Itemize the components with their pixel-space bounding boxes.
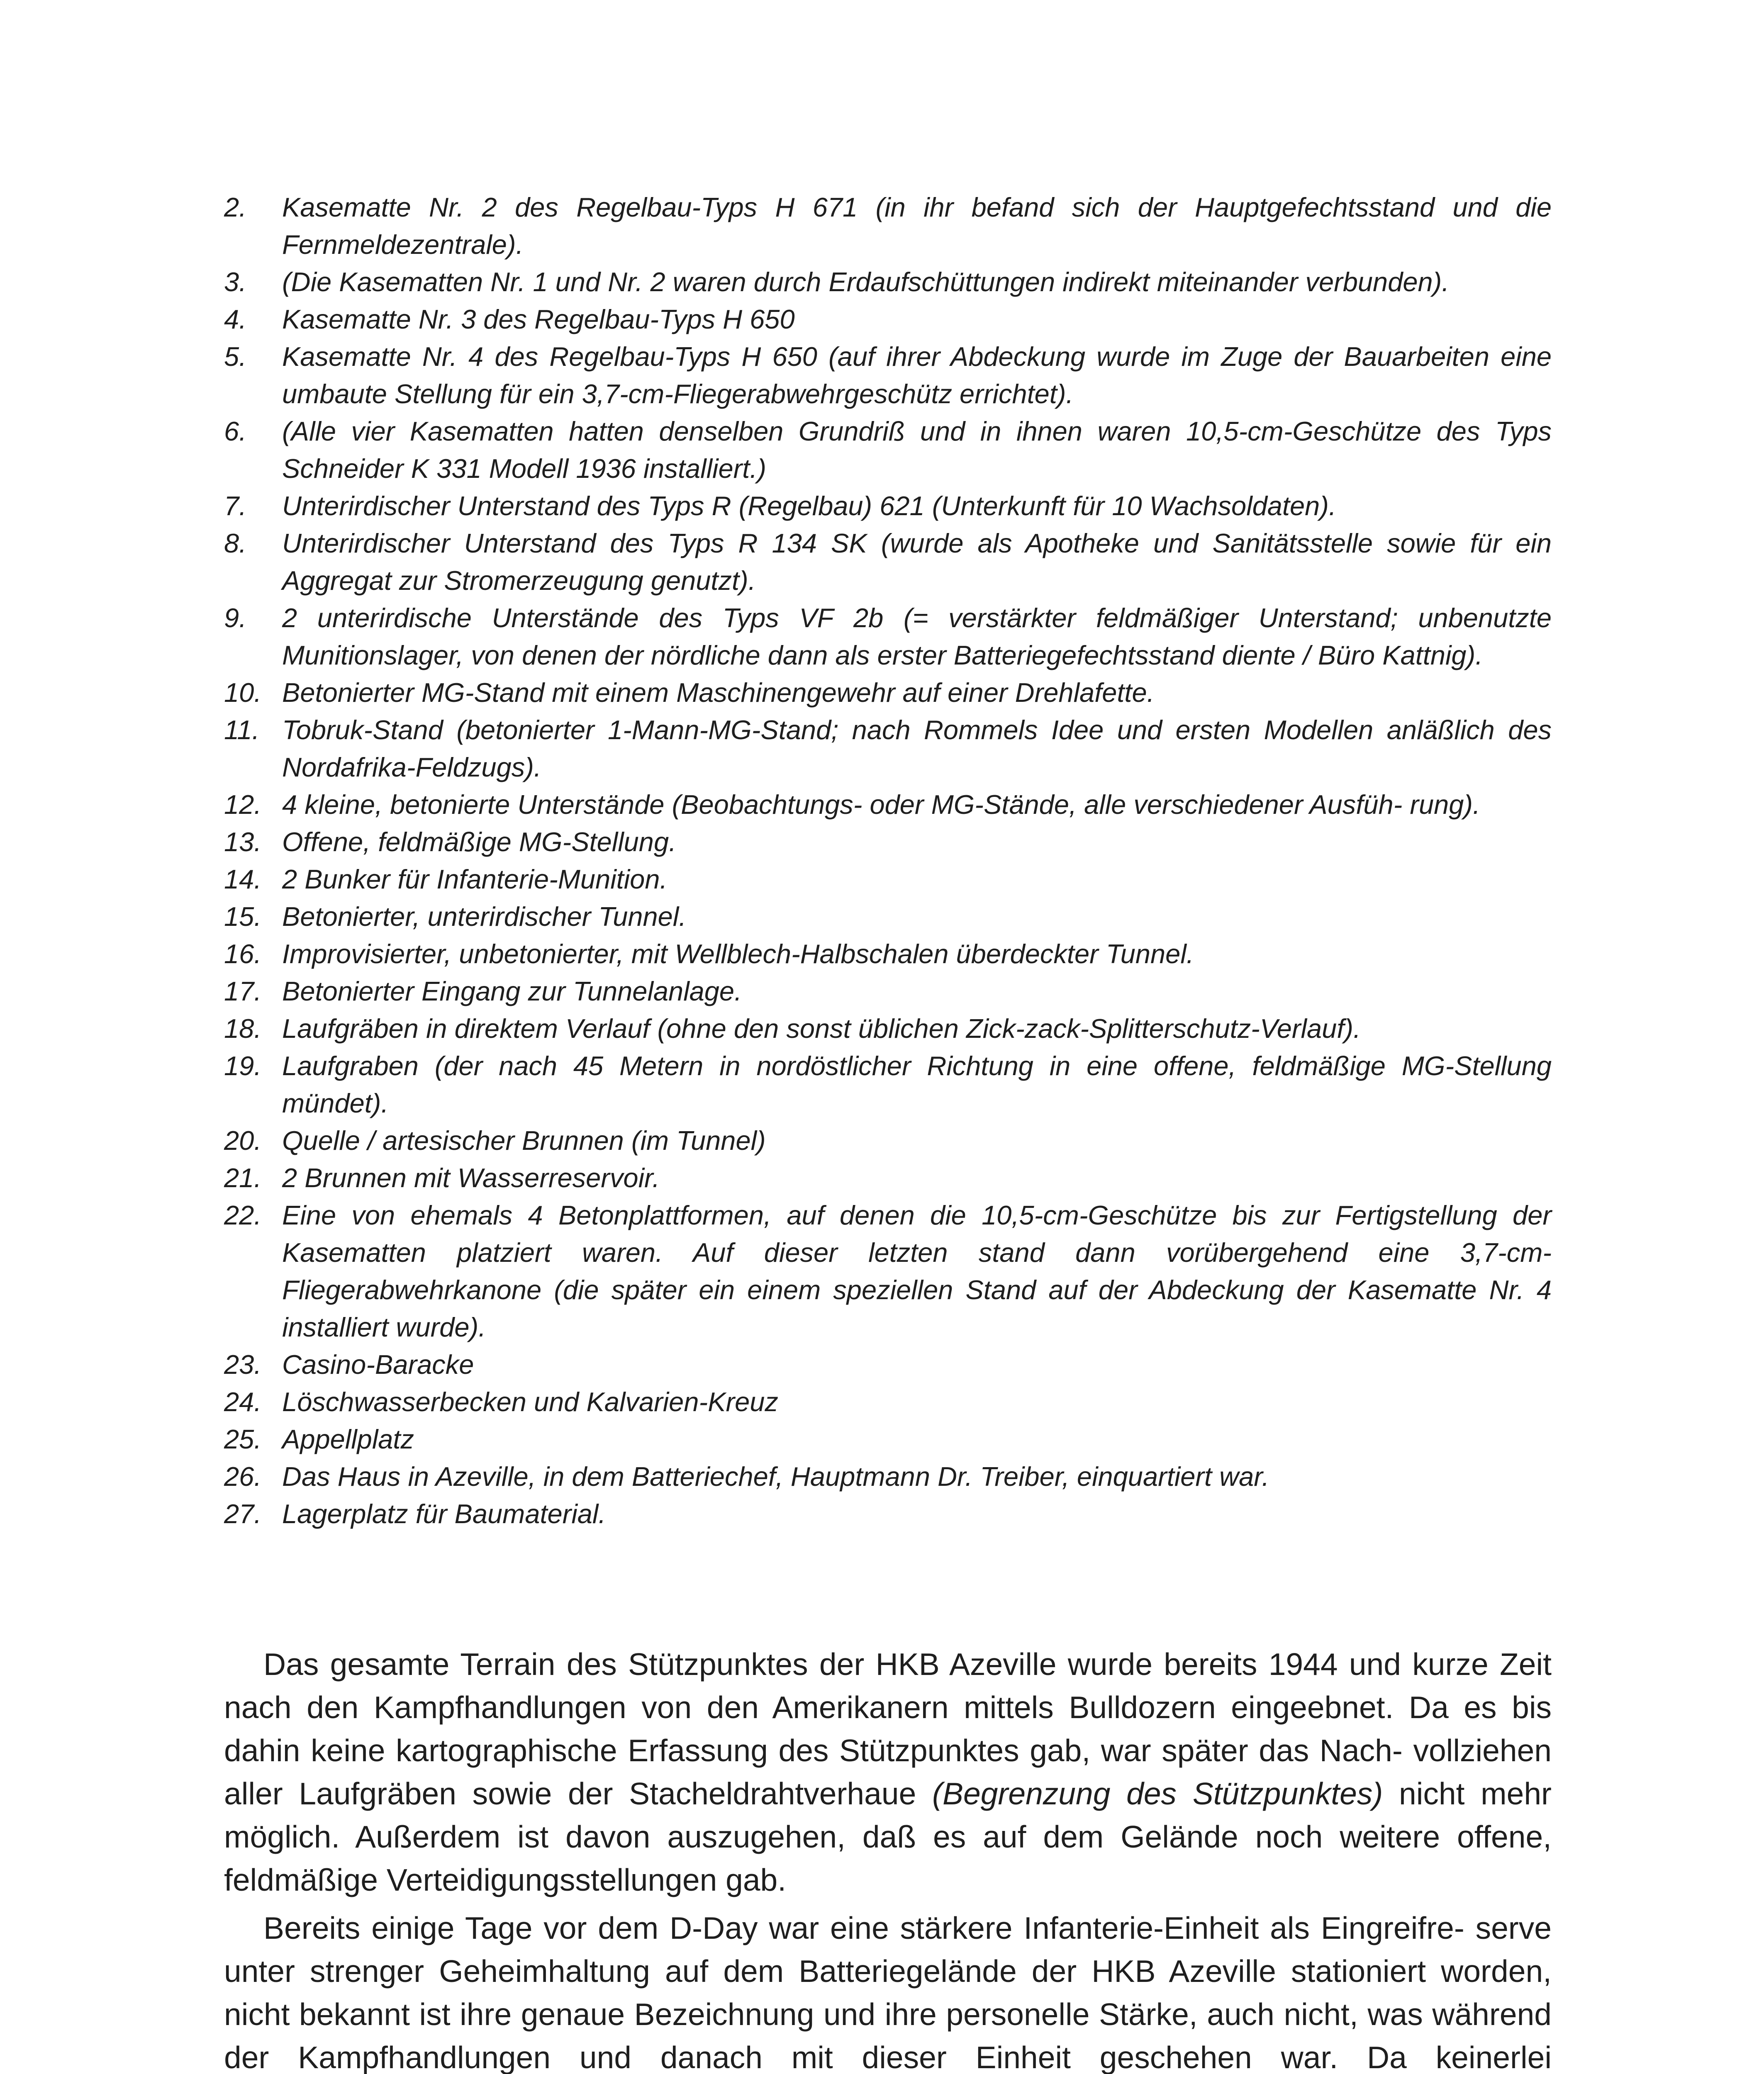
item-text: Löschwasserbecken und Kalvarien-Kreuz [282,1387,778,1417]
item-number: 19. [224,1051,262,1081]
item-number: 4. [224,304,247,334]
item-number: 21. [224,1163,262,1193]
item-number: 7. [224,491,247,521]
list-item [224,1047,1552,1122]
item-number: 15. [224,901,262,932]
item-text: Laufgraben (der nach 45 Metern in nordöstlicher Richtung in eine offene, feldmäßige MG-Stellung mündet). [282,1051,1552,1118]
item-text: 2 Brunnen mit Wasserreservoir. [282,1163,660,1193]
list-item [224,525,1552,599]
list-item [224,301,1552,338]
item-number: 26. [224,1461,262,1492]
item-number: 12. [224,789,262,820]
paragraph-italic-text: (Begrenzung des Stützpunktes) [932,1776,1383,1811]
list-item [224,935,1552,973]
item-number: 14. [224,864,262,894]
list-item [224,1346,1552,1383]
item-text: Appellplatz [282,1424,414,1454]
paragraph-text: nicht mehr möglich. Außerdem ist davon auszugehen, daß es auf dem Gelände noch weitere offene, feldmäßige Verteidigungsstellungen gab. [224,1776,1552,1897]
list-item [224,674,1552,711]
item-number: 27. [224,1499,262,1529]
item-number: 8. [224,528,247,558]
list-item [224,711,1552,786]
item-text: Offene, feldmäßige MG-Stellung. [282,827,677,857]
item-text: Unterirdischer Unterstand des Typs R (Regelbau) 621 (Unterkunft für 10 Wachsoldaten). [282,491,1336,521]
item-text: (Alle vier Kasematten hatten denselben Grundriß und in ihnen waren 10,5-cm-Geschütze des Typs Schneider K 331 Modell 1936 installiert.) [282,416,1552,484]
item-number: 9. [224,603,247,633]
paragraph: Bereits einige Tage vor dem D-Day war eine stärkere Infanterie-Einheit als Eingreifre- serve unter strenger Geheimhaltung auf dem Batteriegelände der HKB Azeville stationiert worden, nicht bekannt ist ihre genaue Bezeichnung und ihre personelle Stärke, auch nicht, was während der Kampfhandlungen und danach mit dieser Einheit geschehen war. Da keinerlei [224,1911,1552,2074]
list-item [224,1421,1552,1458]
item-text: Lagerplatz für Baumaterial. [282,1499,606,1529]
paragraph-text: Das gesamte Terrain des Stützpunktes der HKB Azeville wurde bereits 1944 und kurze Zeit nach den Kampfhandlungen von den Amerikanern mittels Bulldozern eingeebnet. Da es bis dahin keine kartographische Erfassung des Stützpunktes gab, war später das Nach- vollziehen aller Laufgräben sowie der Stacheldrahtverhaue [224,1647,1552,1811]
item-text: (Die Kasematten Nr. 1 und Nr. 2 waren durch Erdaufschüttungen indirekt miteinander verbunden). [282,267,1450,297]
item-number: 2. [224,192,247,222]
item-text: Kasematte Nr. 2 des Regelbau-Typs H 671 (in ihr befand sich der Hauptgefechtsstand und die Fernmeldezentrale). [282,192,1552,260]
item-number: 6. [224,416,247,446]
item-text: Tobruk-Stand (betonierter 1-Mann-MG-Stand; nach Rommels Idee und ersten Modellen anläßlich des Nordafrika-Feldzugs). [282,715,1552,782]
list-item [224,487,1552,525]
item-text: Betonierter, unterirdischer Tunnel. [282,901,687,932]
list-item [224,1383,1552,1421]
item-number: 22. [224,1200,262,1230]
list-item [224,1197,1552,1346]
list-item [224,861,1552,898]
list-item [224,413,1552,487]
item-number: 24. [224,1387,262,1417]
item-number: 10. [224,677,262,708]
list-item [224,1458,1552,1495]
item-text: Eine von ehemals 4 Betonplattformen, auf denen die 10,5-cm-Geschütze bis zur Fertigstellung der Kasematten platziert waren. Auf dieser letzten stand dann vorübergehend eine 3,7-cm- Fliegerabwehrkanone (die später ein einem speziellen Stand auf der Abdeckung der Kasematte Nr. 4 installiert wurde). [282,1200,1552,1342]
item-number: 16. [224,939,262,969]
item-number: 13. [224,827,262,857]
item-text: Laufgräben in direktem Verlauf (ohne den sonst üblichen Zick-zack-Splitterschutz-Verlauf). [282,1013,1361,1044]
item-text: Kasematte Nr. 4 des Regelbau-Typs H 650 (auf ihrer Abdeckung wurde im Zuge der Bauarbeiten eine umbaute Stellung für ein 3,7-cm-Fliegerabwehrgeschütz errichtet). [282,341,1552,409]
item-text: Betonierter MG-Stand mit einem Maschinengewehr auf einer Drehlafette. [282,677,1155,708]
list-item [224,1495,1552,1533]
list-item [224,263,1552,301]
item-text: Kasematte Nr. 3 des Regelbau-Typs H 650 [282,304,795,334]
item-number: 17. [224,976,262,1006]
item-number: 5. [224,341,247,372]
item-text: Quelle / artesischer Brunnen (im Tunnel) [282,1125,766,1156]
item-number: 25. [224,1424,262,1454]
paragraph [224,1643,1552,1901]
item-text: Unterirdischer Unterstand des Typs R 134 SK (wurde als Apotheke und Sanitätsstelle sowie für ein Aggregat zur Stromerzeugung genutzt). [282,528,1552,596]
item-text: Improvisierter, unbetonierter, mit Wellblech-Halbschalen überdeckter Tunnel. [282,939,1194,969]
item-number: 20. [224,1125,262,1156]
item-text: 2 Bunker für Infanterie-Munition. [282,864,668,894]
list-item [224,973,1552,1010]
item-text: Betonierter Eingang zur Tunnelanlage. [282,976,742,1006]
item-number: 18. [224,1013,262,1044]
item-number: 3. [224,267,247,297]
list-item [224,823,1552,861]
item-number: 11. [224,715,260,745]
item-text: 4 kleine, betonierte Unterstände (Beobachtungs- oder MG-Stände, alle verschiedener Ausfüh- rung). [282,789,1481,820]
list-item [224,786,1552,823]
list-item [224,898,1552,935]
list-item [224,1159,1552,1197]
legend-list [224,189,1552,1533]
list-item [224,338,1552,413]
list-item [224,599,1552,674]
item-number: 23. [224,1349,262,1380]
list-item [224,189,1552,263]
item-text: Das Haus in Azeville, in dem Batteriechef, Hauptmann Dr. Treiber, einquartiert war. [282,1461,1269,1492]
item-text: Casino-Baracke [282,1349,474,1380]
list-item [224,1010,1552,1047]
list-item [224,1122,1552,1159]
item-text: 2 unterirdische Unterstände des Typs VF 2b (= verstärkter feldmäßiger Unterstand; unbenutzte Munitionslager, von denen der nördliche dann als erster Batteriegefechtsstand diente / Büro Kattnig). [282,603,1552,670]
body-text [224,1643,1552,2074]
